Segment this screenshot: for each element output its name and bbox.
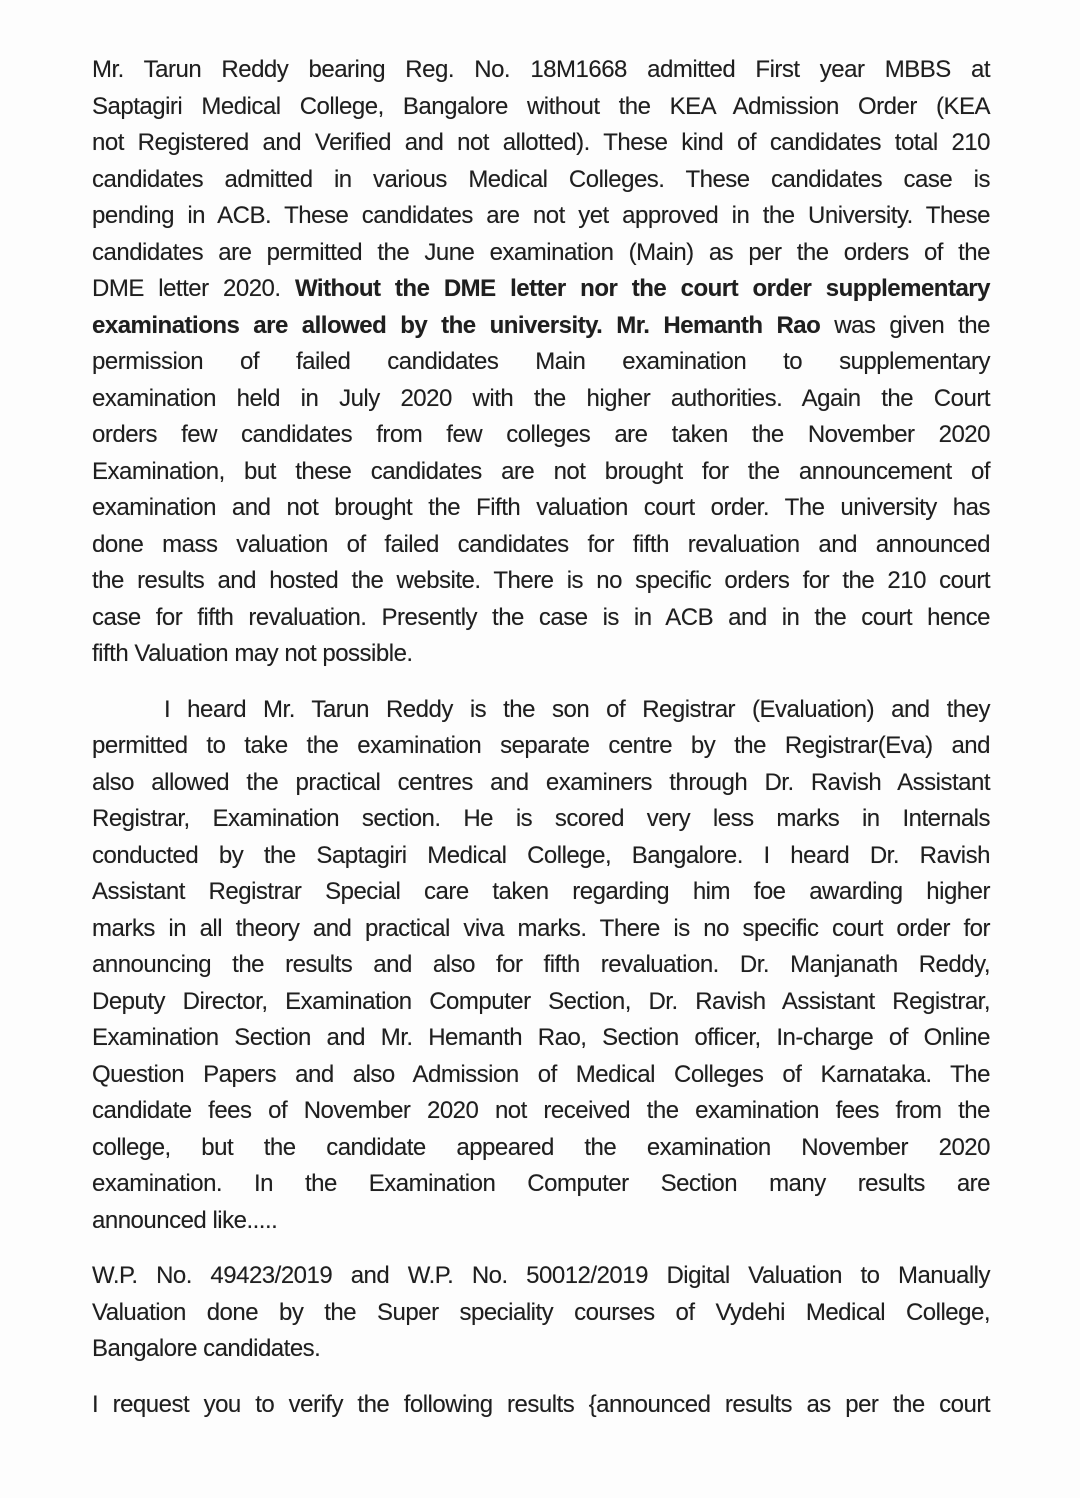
- text-run: I request you to verify the following results {announced results as per the court: [92, 1390, 990, 1418]
- text-run: Bangalore candidates.: [92, 1335, 321, 1362]
- text-run: done mass valuation of failed candidates for fifth revaluation and announced: [92, 530, 990, 558]
- text-run: marks in all theory and practical viva marks. There is no specific court order for: [92, 914, 990, 942]
- text-line: [92, 692, 990, 729]
- text-run: not Registered and Verified and not allotted). These kind of candidates total 210: [92, 129, 990, 156]
- text-run: announced like.....: [92, 1206, 278, 1234]
- text-line: [92, 801, 990, 838]
- text-run: Registrar, Examination section. He is scored very less marks in Internals: [92, 805, 990, 832]
- bold-text-run: examinations are allowed by the university. Mr. Hemanth Rao: [92, 311, 821, 339]
- text-run: examination held in July 2020 with the higher authorities. Again the Court: [92, 384, 990, 412]
- text-line: [92, 271, 990, 308]
- text-line: [92, 1057, 990, 1094]
- text-line: [92, 1166, 990, 1203]
- text-run: candidates are permitted the June examination (Main) as per the orders of the: [92, 238, 990, 266]
- text-line: [92, 728, 990, 765]
- text-line: [92, 1203, 990, 1240]
- text-line: [92, 1387, 990, 1424]
- text-run: Deputy Director, Examination Computer Section, Dr. Ravish Assistant Registrar,: [92, 987, 990, 1015]
- text-line: [92, 1093, 990, 1130]
- text-line: [92, 874, 990, 911]
- paragraph: [92, 1387, 990, 1424]
- text-run: candidates admitted in various Medical Colleges. These candidates case is: [92, 165, 990, 193]
- text-run: fifth Valuation may not possible.: [92, 640, 413, 667]
- text-run: examination and not brought the Fifth valuation court order. The university has: [92, 494, 990, 521]
- text-line: [92, 600, 990, 637]
- text-line: [92, 838, 990, 875]
- paragraph: [92, 1258, 990, 1368]
- text-line: [92, 344, 990, 381]
- text-run: I heard Mr. Tarun Reddy is the son of Registrar (Evaluation) and they: [164, 695, 990, 723]
- text-line: [92, 490, 990, 527]
- text-run: permitted to take the examination separate centre by the Registrar(Eva) and: [92, 732, 990, 759]
- text-line: [92, 198, 990, 235]
- text-line: [92, 984, 990, 1021]
- paragraph: [92, 692, 990, 1240]
- paragraph: [92, 52, 990, 673]
- text-line: [92, 52, 990, 89]
- text-run: case for fifth revaluation. Presently the case is in ACB and in the court hence: [92, 603, 990, 631]
- text-run: conducted by the Saptagiri Medical College, Bangalore. I heard Dr. Ravish: [92, 841, 990, 869]
- text-line: [92, 947, 990, 984]
- text-line: [92, 1295, 990, 1332]
- text-run: permission of failed candidates Main examination to supplementary: [92, 348, 990, 375]
- text-line: [92, 381, 990, 418]
- text-run: W.P. No. 49423/2019 and W.P. No. 50012/2019 Digital Valuation to Manually: [92, 1262, 990, 1289]
- text-line: [92, 89, 990, 126]
- text-run: pending in ACB. These candidates are not yet approved in the University. These: [92, 202, 990, 229]
- text-run: orders few candidates from few colleges are taken the November 2020: [92, 421, 990, 448]
- text-line: [92, 1331, 990, 1368]
- text-line: [92, 765, 990, 802]
- text-line: [92, 235, 990, 272]
- text-run: Assistant Registrar Special care taken regarding him foe awarding higher: [92, 878, 990, 905]
- text-line: [92, 162, 990, 199]
- text-run: Examination Section and Mr. Hemanth Rao, Section officer, In-charge of Online: [92, 1024, 990, 1051]
- text-run: college, but the candidate appeared the examination November 2020: [92, 1133, 990, 1161]
- text-line: [92, 1020, 990, 1057]
- text-line: [92, 636, 990, 673]
- bold-text-run: Without the DME letter nor the court order supplementary: [294, 275, 990, 302]
- text-line: [92, 308, 990, 345]
- text-run: Question Papers and also Admission of Medical Colleges of Karnataka. The: [92, 1060, 990, 1088]
- text-line: [92, 125, 990, 162]
- text-run: also allowed the practical centres and examiners through Dr. Ravish Assistant: [92, 768, 990, 796]
- document-body: [92, 52, 990, 1423]
- text-run: Saptagiri Medical College, Bangalore without the KEA Admission Order (KEA: [92, 92, 990, 120]
- text-run: Examination, but these candidates are not brought for the announcement of: [92, 457, 990, 485]
- text-line: [92, 454, 990, 491]
- text-line: [92, 563, 990, 600]
- text-line: [92, 417, 990, 454]
- text-run: announcing the results and also for fifth revaluation. Dr. Manjanath Reddy,: [92, 951, 990, 978]
- text-run: examination. In the Examination Computer Section many results are: [92, 1170, 990, 1197]
- text-run: DME letter 2020.: [92, 275, 295, 302]
- text-line: [92, 1258, 990, 1295]
- text-line: [92, 1130, 990, 1167]
- text-run: the results and hosted the website. There is no specific orders for the 210 court: [92, 567, 990, 594]
- text-run: candidate fees of November 2020 not received the examination fees from the: [92, 1097, 990, 1124]
- text-run: Mr. Tarun Reddy bearing Reg. No. 18M1668 admitted First year MBBS at: [92, 56, 990, 83]
- text-run: was given the: [820, 311, 991, 339]
- text-run: Valuation done by the Super speciality courses of Vydehi Medical College,: [92, 1298, 990, 1326]
- text-line: [92, 911, 990, 948]
- text-line: [92, 527, 990, 564]
